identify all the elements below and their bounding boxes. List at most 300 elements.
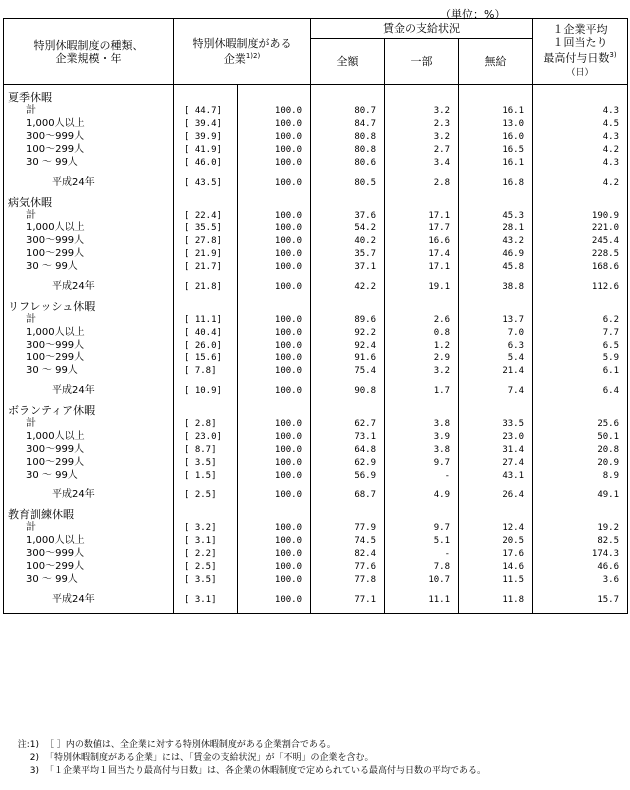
unpaid-pct: 38.8 [459,281,533,294]
unpaid-pct: 11.8 [459,593,533,606]
row-label: 30 ～ 99人 [4,261,174,274]
has-system-pct: 100.0 [238,156,311,169]
max-days: 112.6 [533,281,628,294]
table-body [4,85,628,614]
share-of-all-companies: [ 46.0] [174,156,238,169]
full-pay-pct: 82.4 [311,548,385,561]
has-system-pct: 100.0 [238,176,311,189]
table-row [4,339,628,352]
spacer-cell [459,398,533,405]
spacer-row [4,378,628,385]
has-system-pct: 100.0 [238,443,311,456]
max-days: 8.9 [533,469,628,482]
header-days-sup: 3) [609,51,617,60]
row-label: 300～999人 [4,131,174,144]
spacer-cell [385,293,459,300]
max-days: 4.2 [533,144,628,157]
leave-table-wrapper [3,18,627,614]
table-row [4,469,628,482]
spacer-cell [238,274,311,281]
section-title: リフレッシュ休暇 [4,300,174,313]
footnote-1 [3,739,627,752]
spacer-cell [174,92,238,105]
partial-pay-pct: 5.1 [385,535,459,548]
spacer-cell [385,378,459,385]
max-days: 25.6 [533,418,628,431]
spacer-cell [174,196,238,209]
section-title: ボランティア休暇 [4,405,174,418]
full-pay-pct: 80.8 [311,144,385,157]
table-row [4,548,628,561]
share-of-all-companies: [ 43.5] [174,176,238,189]
full-pay-pct: 68.7 [311,489,385,502]
share-of-all-companies: [ 7.8] [174,365,238,378]
partial-pay-pct: 1.7 [385,385,459,398]
full-pay-pct: 56.9 [311,469,385,482]
unpaid-pct: 26.4 [459,489,533,502]
spacer-cell [174,85,238,93]
special-leave-table [3,18,628,614]
max-days: 6.2 [533,313,628,326]
year-row [4,593,628,606]
max-days: 190.9 [533,209,628,222]
share-of-all-companies: [ 44.7] [174,105,238,118]
spacer-cell [459,509,533,522]
row-label: 平成24年 [4,281,174,294]
table-row [4,418,628,431]
unpaid-pct: 45.3 [459,209,533,222]
footnote-key: 3) [29,766,39,776]
header-days-col [533,19,628,85]
header-partial: 一部 [385,39,459,85]
table-row [4,522,628,535]
footnote-key: 2) [29,753,39,763]
partial-pay-pct: 17.7 [385,222,459,235]
share-of-all-companies: [ 40.4] [174,326,238,339]
row-label: 100～299人 [4,561,174,574]
has-system-pct: 100.0 [238,144,311,157]
spacer-row [4,85,628,93]
table-row [4,156,628,169]
full-pay-pct: 62.9 [311,456,385,469]
partial-pay-pct: 3.4 [385,156,459,169]
spacer-cell [533,274,628,281]
year-row [4,281,628,294]
row-label: 300～999人 [4,443,174,456]
spacer-cell [385,509,459,522]
footnotes [3,739,627,778]
has-system-pct: 100.0 [238,209,311,222]
spacer-cell [311,196,385,209]
partial-pay-pct: - [385,469,459,482]
footnote-text: 「１企業平均１回当たり最高付与日数」は、各企業の休暇制度で定められている最高付与日数の平均である。 [45,766,487,776]
section-title-row [4,196,628,209]
section-title-row [4,405,628,418]
spacer-cell [311,398,385,405]
max-days: 20.9 [533,456,628,469]
has-system-pct: 100.0 [238,469,311,482]
full-pay-pct: 89.6 [311,313,385,326]
partial-pay-pct: 2.7 [385,144,459,157]
table-row [4,144,628,157]
spacer-row [4,169,628,176]
spacer-cell [238,189,311,196]
share-of-all-companies: [ 3.1] [174,593,238,606]
share-of-all-companies: [ 21.9] [174,248,238,261]
share-of-all-companies: [ 2.8] [174,418,238,431]
partial-pay-pct: 17.1 [385,209,459,222]
spacer-cell [311,293,385,300]
has-system-pct: 100.0 [238,385,311,398]
has-system-pct: 100.0 [238,131,311,144]
share-of-all-companies: [ 11.1] [174,313,238,326]
max-days: 245.4 [533,235,628,248]
full-pay-pct: 90.8 [311,385,385,398]
spacer-cell [533,586,628,593]
spacer-row [4,606,628,614]
spacer-cell [385,586,459,593]
spacer-cell [533,293,628,300]
max-days: 19.2 [533,522,628,535]
full-pay-pct: 37.1 [311,261,385,274]
partial-pay-pct: - [385,548,459,561]
spacer-cell [385,606,459,614]
spacer-cell [4,482,174,489]
max-days: 221.0 [533,222,628,235]
header-type-col [4,19,174,85]
table-row [4,261,628,274]
spacer-cell [174,274,238,281]
full-pay-pct: 92.2 [311,326,385,339]
spacer-cell [311,189,385,196]
table-row [4,105,628,118]
unpaid-pct: 27.4 [459,456,533,469]
partial-pay-pct: 2.9 [385,352,459,365]
partial-pay-pct: 3.8 [385,418,459,431]
header-type-line1: 特別休暇制度の種類、 [33,38,144,52]
spacer-cell [533,189,628,196]
max-days: 4.2 [533,176,628,189]
spacer-row [4,274,628,281]
spacer-cell [459,189,533,196]
share-of-all-companies: [ 22.4] [174,209,238,222]
unpaid-pct: 43.2 [459,235,533,248]
partial-pay-pct: 2.6 [385,313,459,326]
full-pay-pct: 75.4 [311,365,385,378]
row-label: 1,000人以上 [4,118,174,131]
header-has-line1: 特別休暇制度がある [192,37,292,51]
has-system-pct: 100.0 [238,222,311,235]
spacer-cell [238,405,311,418]
header-has-line2: 企業 [223,52,246,66]
header-none: 無給 [459,39,533,85]
row-label: 計 [4,522,174,535]
table-row [4,235,628,248]
header-days-unit: （日） [566,67,594,78]
max-days: 15.7 [533,593,628,606]
partial-pay-pct: 0.8 [385,326,459,339]
spacer-cell [238,169,311,176]
year-row [4,385,628,398]
spacer-cell [311,502,385,509]
spacer-cell [174,398,238,405]
spacer-cell [174,482,238,489]
table-row [4,131,628,144]
table-row [4,352,628,365]
spacer-cell [533,606,628,614]
year-row [4,176,628,189]
max-days: 6.5 [533,339,628,352]
spacer-cell [385,85,459,93]
partial-pay-pct: 3.9 [385,430,459,443]
spacer-cell [238,378,311,385]
unpaid-pct: 7.0 [459,326,533,339]
full-pay-pct: 74.5 [311,535,385,548]
spacer-cell [238,196,311,209]
row-label: 計 [4,209,174,222]
share-of-all-companies: [ 27.8] [174,235,238,248]
spacer-row [4,586,628,593]
spacer-cell [311,300,385,313]
row-label: 計 [4,105,174,118]
unpaid-pct: 16.8 [459,176,533,189]
spacer-cell [533,92,628,105]
max-days: 4.3 [533,131,628,144]
spacer-cell [238,606,311,614]
spacer-row [4,482,628,489]
unpaid-pct: 31.4 [459,443,533,456]
header-days-line2: １回当たり [552,36,608,50]
max-days: 4.5 [533,118,628,131]
spacer-cell [459,405,533,418]
footnote-key: 注:1) [17,740,39,750]
spacer-cell [174,606,238,614]
share-of-all-companies: [ 3.5] [174,573,238,586]
spacer-cell [311,378,385,385]
has-system-pct: 100.0 [238,248,311,261]
spacer-row [4,293,628,300]
spacer-cell [4,586,174,593]
has-system-pct: 100.0 [238,365,311,378]
spacer-cell [238,92,311,105]
spacer-cell [459,274,533,281]
spacer-cell [4,274,174,281]
partial-pay-pct: 9.7 [385,522,459,535]
unpaid-pct: 23.0 [459,430,533,443]
partial-pay-pct: 9.7 [385,456,459,469]
spacer-cell [311,274,385,281]
spacer-cell [174,378,238,385]
partial-pay-pct: 3.2 [385,131,459,144]
row-label: 1,000人以上 [4,326,174,339]
has-system-pct: 100.0 [238,593,311,606]
share-of-all-companies: [ 39.4] [174,118,238,131]
spacer-cell [4,169,174,176]
spacer-cell [385,405,459,418]
partial-pay-pct: 17.4 [385,248,459,261]
spacer-cell [238,293,311,300]
table-row [4,443,628,456]
spacer-cell [533,509,628,522]
table-row [4,456,628,469]
max-days: 4.3 [533,105,628,118]
spacer-cell [533,502,628,509]
has-system-pct: 100.0 [238,522,311,535]
max-days: 82.5 [533,535,628,548]
max-days: 5.9 [533,352,628,365]
row-label: 1,000人以上 [4,222,174,235]
spacer-cell [459,196,533,209]
share-of-all-companies: [ 21.7] [174,261,238,274]
unpaid-pct: 16.5 [459,144,533,157]
full-pay-pct: 77.8 [311,573,385,586]
row-label: 計 [4,313,174,326]
full-pay-pct: 73.1 [311,430,385,443]
max-days: 3.6 [533,573,628,586]
partial-pay-pct: 4.9 [385,489,459,502]
full-pay-pct: 62.7 [311,418,385,431]
spacer-cell [311,169,385,176]
unpaid-pct: 14.6 [459,561,533,574]
spacer-cell [311,405,385,418]
row-label: 30 ～ 99人 [4,365,174,378]
row-label: 平成24年 [4,176,174,189]
spacer-cell [533,169,628,176]
table-row [4,313,628,326]
has-system-pct: 100.0 [238,548,311,561]
section-title-row [4,92,628,105]
full-pay-pct: 42.2 [311,281,385,294]
footnote-text: ［ ］内の数値は、全企業に対する特別休暇制度がある企業割合である。 [45,740,336,750]
unpaid-pct: 16.1 [459,105,533,118]
spacer-row [4,189,628,196]
table-row [4,573,628,586]
spacer-cell [385,274,459,281]
max-days: 7.7 [533,326,628,339]
spacer-cell [385,300,459,313]
max-days: 50.1 [533,430,628,443]
section-title-row [4,509,628,522]
max-days: 20.8 [533,443,628,456]
partial-pay-pct: 16.6 [385,235,459,248]
spacer-cell [311,606,385,614]
unpaid-pct: 46.9 [459,248,533,261]
has-system-pct: 100.0 [238,235,311,248]
has-system-pct: 100.0 [238,118,311,131]
table-row [4,222,628,235]
spacer-cell [174,502,238,509]
row-label: 300～999人 [4,339,174,352]
spacer-cell [4,378,174,385]
table-row [4,535,628,548]
section-title: 病気休暇 [4,196,174,209]
max-days: 6.1 [533,365,628,378]
table-row [4,365,628,378]
row-label: 300～999人 [4,235,174,248]
spacer-cell [174,509,238,522]
spacer-cell [459,169,533,176]
full-pay-pct: 92.4 [311,339,385,352]
spacer-cell [238,509,311,522]
spacer-cell [459,378,533,385]
row-label: 平成24年 [4,385,174,398]
spacer-cell [385,502,459,509]
spacer-cell [238,502,311,509]
spacer-cell [459,300,533,313]
spacer-cell [533,398,628,405]
spacer-cell [238,586,311,593]
has-system-pct: 100.0 [238,430,311,443]
partial-pay-pct: 2.3 [385,118,459,131]
section-title-row [4,300,628,313]
spacer-cell [459,606,533,614]
row-label: 100～299人 [4,248,174,261]
share-of-all-companies: [ 3.5] [174,456,238,469]
share-of-all-companies: [ 2.2] [174,548,238,561]
row-label: 1,000人以上 [4,535,174,548]
footnote-text: 「特別休暇制度がある企業」には、「賃金の支給状況」が「不明」の企業を含む。 [45,753,374,763]
table-row [4,209,628,222]
has-system-pct: 100.0 [238,456,311,469]
spacer-cell [459,482,533,489]
row-label: 30 ～ 99人 [4,156,174,169]
spacer-cell [4,606,174,614]
row-label: 1,000人以上 [4,430,174,443]
unpaid-pct: 12.4 [459,522,533,535]
header-days-line3: 最高付与日数 [543,51,610,65]
share-of-all-companies: [ 26.0] [174,339,238,352]
partial-pay-pct: 2.8 [385,176,459,189]
share-of-all-companies: [ 1.5] [174,469,238,482]
table-row [4,561,628,574]
row-label: 平成24年 [4,489,174,502]
partial-pay-pct: 11.1 [385,593,459,606]
full-pay-pct: 40.2 [311,235,385,248]
spacer-cell [533,378,628,385]
spacer-cell [385,196,459,209]
header-has-sup: 1)2) [245,52,261,61]
full-pay-pct: 80.5 [311,176,385,189]
row-label: 計 [4,418,174,431]
unpaid-pct: 43.1 [459,469,533,482]
spacer-cell [533,300,628,313]
full-pay-pct: 84.7 [311,118,385,131]
spacer-cell [385,169,459,176]
max-days: 4.3 [533,156,628,169]
section-title: 夏季休暇 [4,92,174,105]
share-of-all-companies: [ 3.2] [174,522,238,535]
full-pay-pct: 37.6 [311,209,385,222]
spacer-cell [459,293,533,300]
footnote-3 [3,765,627,778]
unpaid-pct: 45.8 [459,261,533,274]
footnote-2 [3,752,627,765]
partial-pay-pct: 3.2 [385,365,459,378]
spacer-cell [459,586,533,593]
row-label: 平成24年 [4,593,174,606]
spacer-cell [238,300,311,313]
partial-pay-pct: 7.8 [385,561,459,574]
max-days: 174.3 [533,548,628,561]
spacer-cell [459,92,533,105]
row-label: 100～299人 [4,352,174,365]
header-wage-group: 賃金の支給状況 [311,19,533,39]
spacer-row [4,398,628,405]
table-row [4,326,628,339]
year-row [4,489,628,502]
spacer-cell [311,509,385,522]
has-system-pct: 100.0 [238,418,311,431]
